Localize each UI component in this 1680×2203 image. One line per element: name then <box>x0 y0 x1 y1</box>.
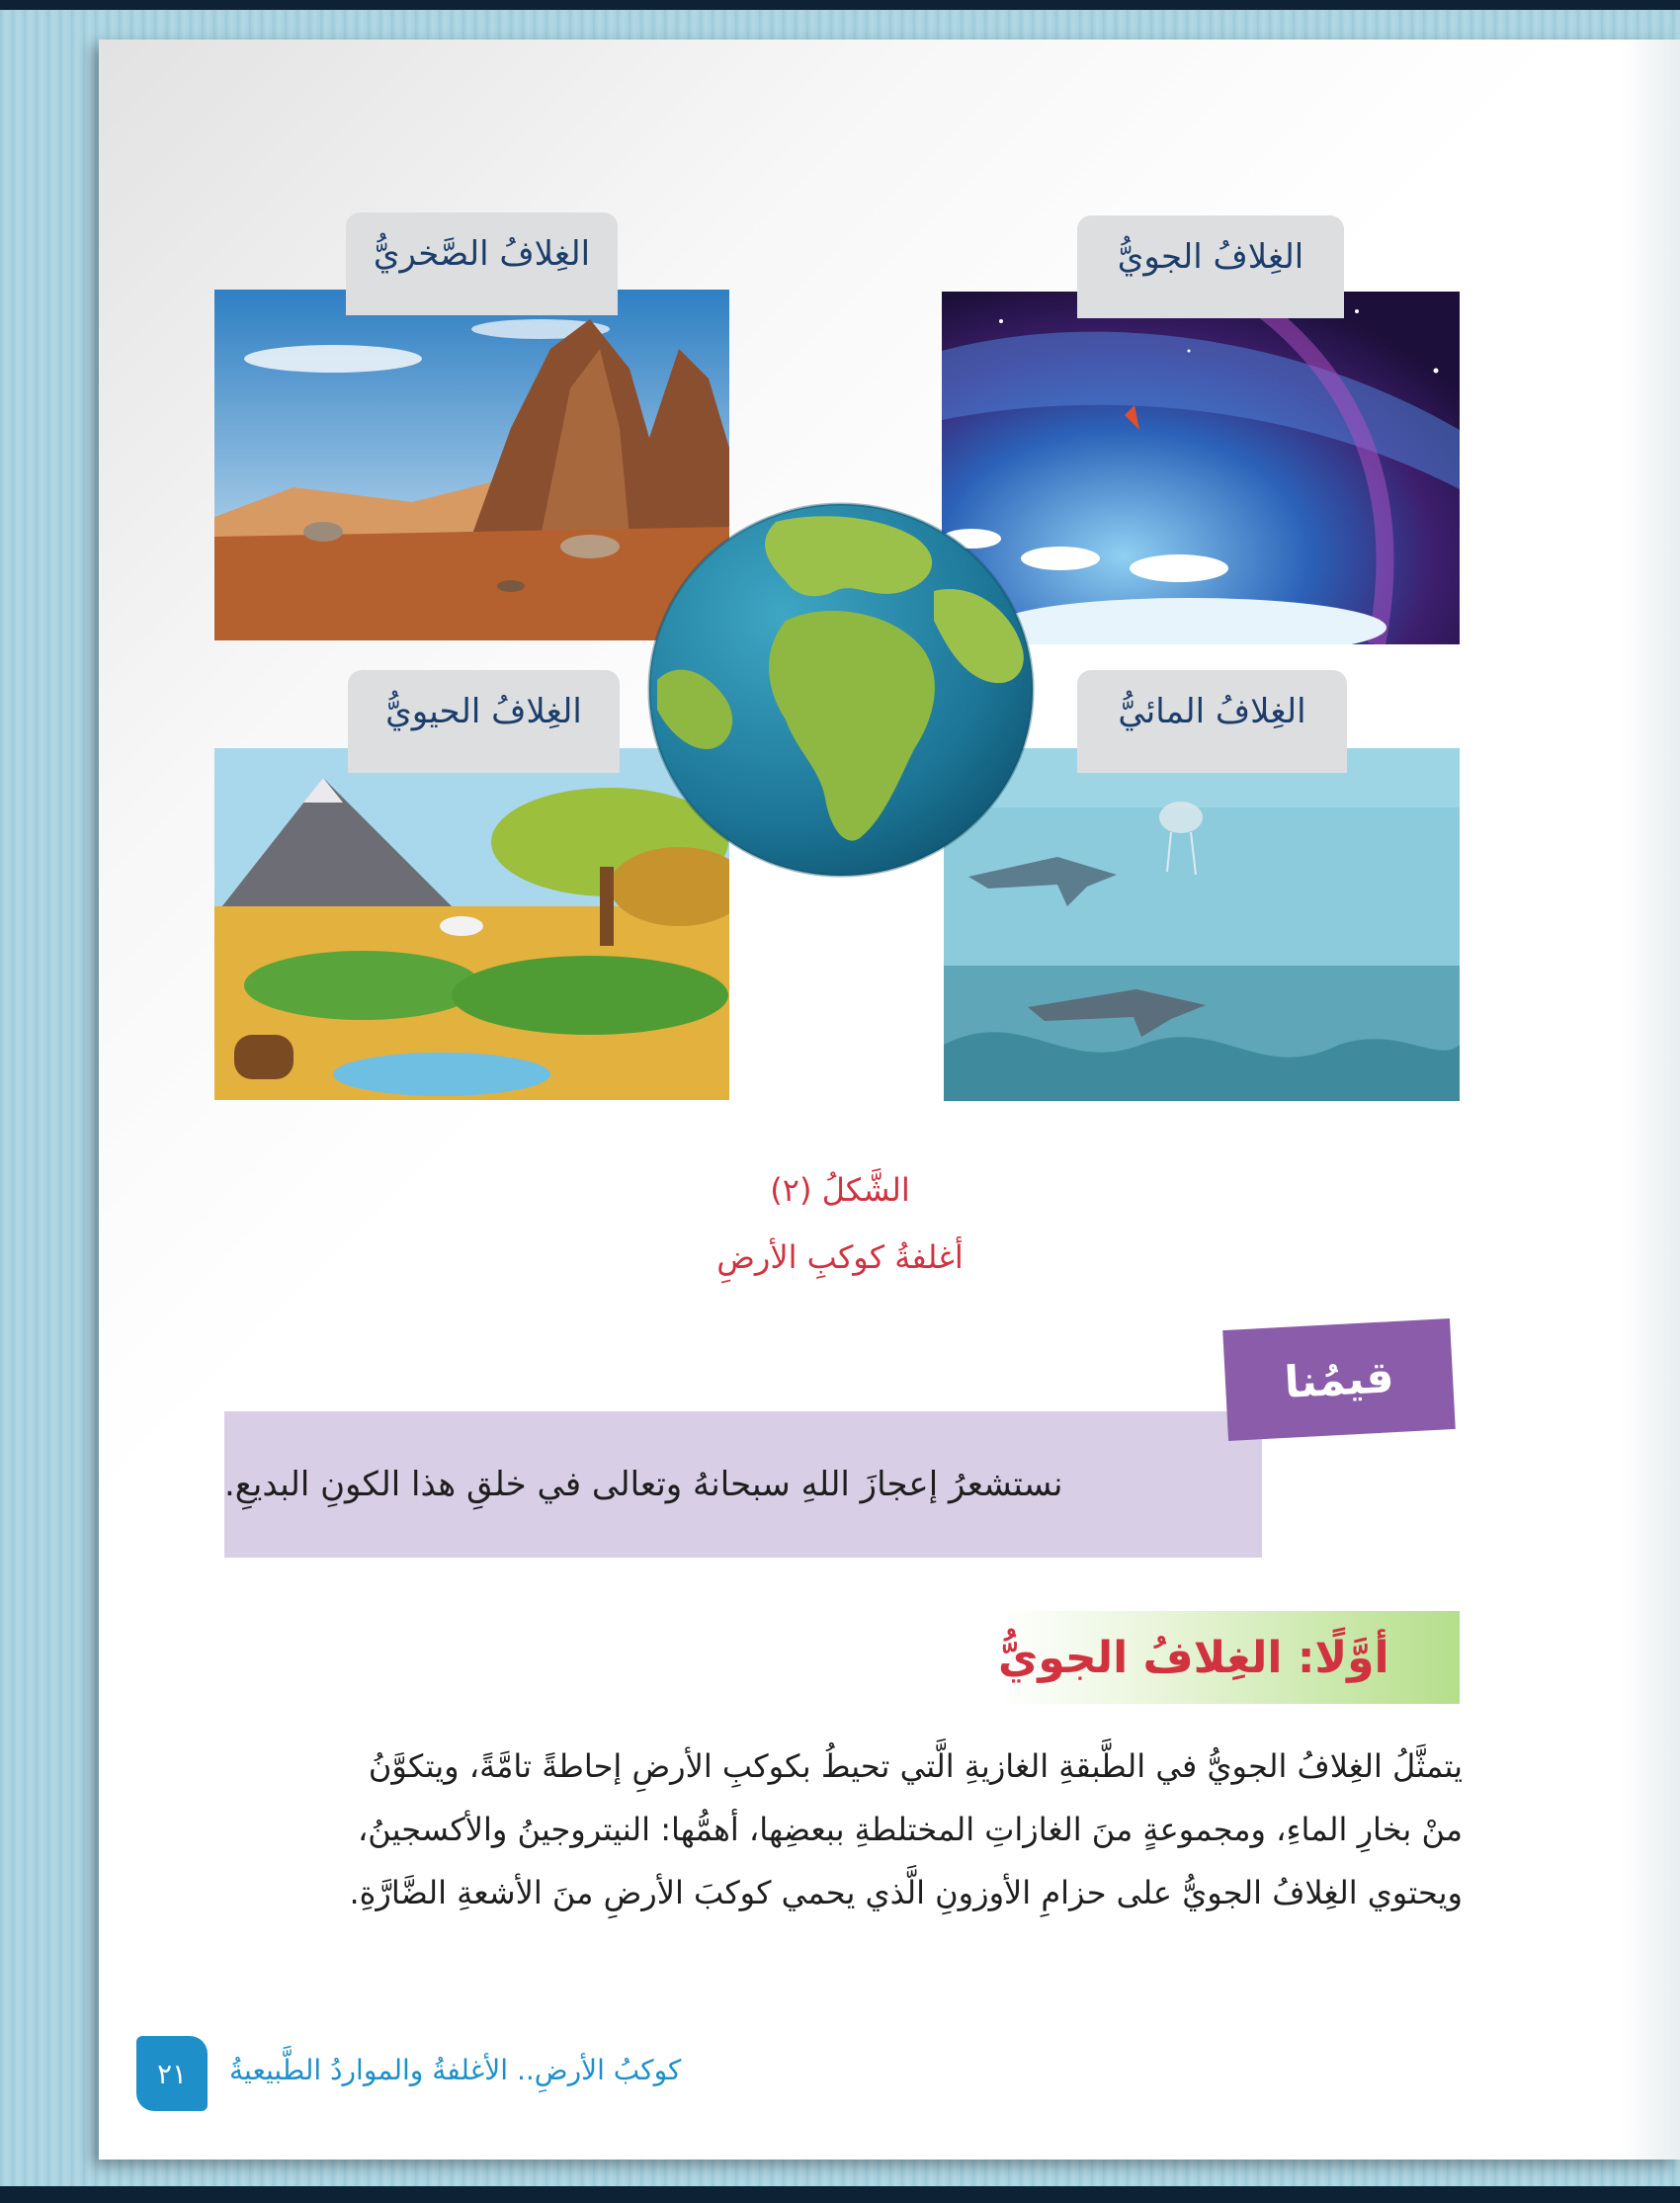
values-box <box>224 1411 1262 1558</box>
page-edge <box>1621 40 1680 2160</box>
paragraph-line: ويحتوي الغِلافُ الجويُّ على حزامِ الأوزونِ الَّذي يحمي كوكبَ الأرضِ منَ الأشعةِ الضَّارَّةِ. <box>349 1874 1463 1911</box>
top-frame-bar <box>0 0 1680 10</box>
bottom-frame-bar <box>0 2186 1680 2203</box>
hydrosphere-label: الغِلافُ المائيُّ <box>1118 692 1306 731</box>
section-heading-bar <box>998 1611 1460 1704</box>
section-heading: أوَّلًا: الغِلافُ الجويُّ <box>998 1632 1389 1683</box>
hydrosphere-label-tab <box>1077 670 1347 773</box>
page-number-badge <box>136 2036 208 2111</box>
figure-caption-title: أغلفةُ كوكبِ الأرضِ <box>716 1238 964 1276</box>
paragraph-line: يتمثَّلُ الغِلافُ الجويُّ في الطَّبقةِ الغازيةِ الَّتي تحيطُ بكوكبِ الأرضِ إحاطةً تامَّةً، ويتكوَّنُ <box>368 1747 1463 1785</box>
figure-caption-number: الشَّكلُ (٢) <box>770 1171 910 1209</box>
atmosphere-label-tab <box>1077 215 1344 318</box>
atmosphere-label: الغِلافُ الجويُّ <box>1117 237 1304 277</box>
biosphere-label: الغِلافُ الحيويُّ <box>385 692 582 731</box>
globe-icon <box>647 502 1035 878</box>
unit-title: كوكبُ الأرضِ.. الأغلفةُ والمواردُ الطَّبيعيةُ <box>229 2054 682 2086</box>
lithosphere-label: الغِلافُ الصَّخريُّ <box>373 234 591 274</box>
values-label-badge <box>1222 1318 1456 1441</box>
lithosphere-label-tab <box>346 212 618 315</box>
values-label: قيمُنا <box>1283 1351 1395 1408</box>
biosphere-label-tab <box>348 670 620 773</box>
paragraph-line: منْ بخارِ الماءِ، ومجموعةٍ منَ الغازاتِ المختلطةِ ببعضِها، أهمُّها: النيتروجينُ والأكسجينُ، <box>357 1811 1463 1848</box>
page-number: ٢١ <box>156 2057 188 2090</box>
earth-globe <box>647 502 1035 878</box>
values-text: نستشعرُ إعجازَ اللهِ سبحانهُ وتعالى في خلقِ هذا الكونِ البديعِ. <box>224 1465 1063 1504</box>
